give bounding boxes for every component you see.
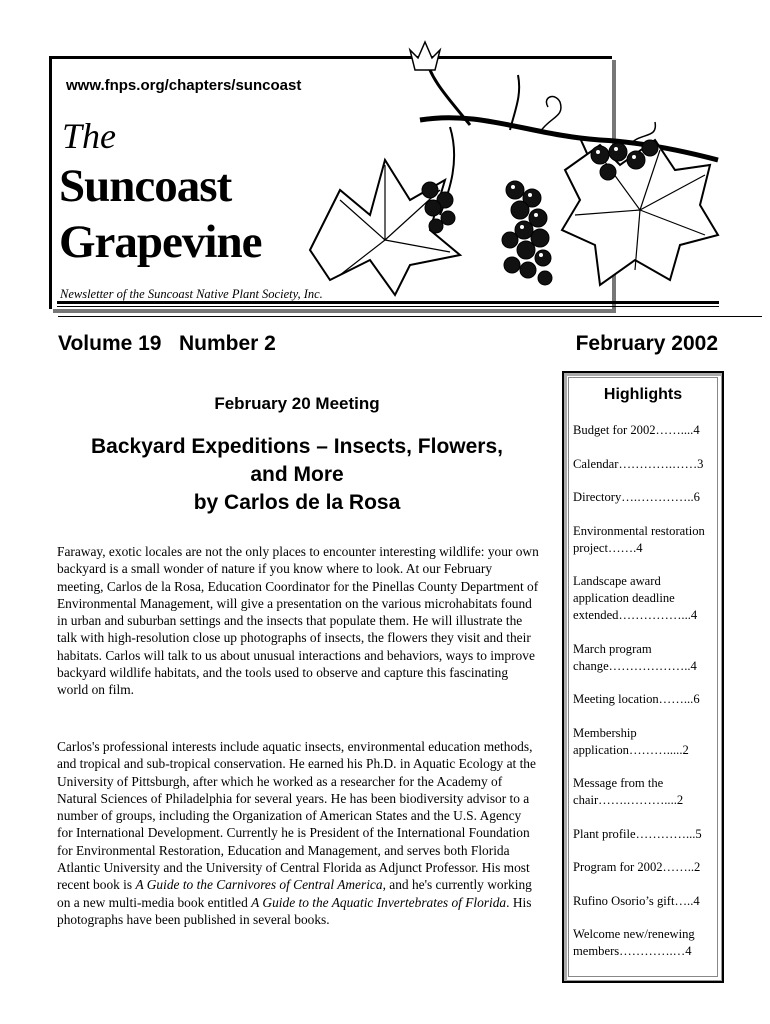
para2-text-b: , and he's currently working on a new multi-media book entitled bbox=[57, 877, 532, 910]
highlight-item[interactable]: Environmental restoration project…….4 bbox=[573, 523, 705, 555]
highlight-item[interactable]: Welcome new/renewing members………….…4 bbox=[573, 927, 695, 958]
newsletter-tagline: Newsletter of the Suncoast Native Plant Society, Inc. bbox=[60, 287, 323, 301]
headline-line-1: Backyard Expeditions – Insects, Flowers, bbox=[91, 435, 503, 458]
highlight-item[interactable]: March program change………………..4 bbox=[573, 641, 697, 673]
grapevine-illustration bbox=[300, 40, 720, 300]
meeting-heading: February 20 Meeting bbox=[214, 394, 380, 413]
highlight-item[interactable]: Meeting location……...6 bbox=[573, 692, 700, 706]
masthead-rule bbox=[57, 301, 719, 304]
title-suncoast: Suncoast bbox=[59, 160, 232, 212]
highlight-item[interactable]: Directory….…………..6 bbox=[573, 490, 700, 504]
book-title-carnivores: A Guide to the Carnivores of Central America bbox=[135, 877, 383, 893]
highlight-item[interactable]: Calendar………….……3 bbox=[573, 456, 704, 471]
highlight-item[interactable]: Program for 2002……..2 bbox=[573, 860, 701, 874]
highlights-title: Highlights bbox=[603, 386, 683, 403]
title-the: The bbox=[62, 116, 116, 156]
article-paragraph-2 bbox=[57, 738, 539, 928]
highlights-list bbox=[573, 422, 717, 977]
highlight-item[interactable]: Message from the chair…….………....2 bbox=[573, 776, 684, 807]
highlight-item[interactable]: Landscape award application deadline extended……………...4 bbox=[573, 574, 698, 622]
title-grapevine: Grapevine bbox=[59, 216, 262, 268]
volume-number: Volume 19 Number 2 bbox=[58, 332, 276, 355]
para2-text-c: . His photographs have been published in several books. bbox=[57, 894, 532, 927]
para2-text-a: Carlos's professional interests include aquatic insects, environmental education methods, and tropical and sub-tropical conservation. He earned his Ph.D. in Aquatic Ecology at the University of Pittsburgh, after which he worked as a researcher for the Academy of Natural Sciences of Philadelphia for several years. He has been biodiversity advisor to a number of groups, including the Organization of American States and the U.S. Agency for International Development. Currently he is President of the International Foundation for Environmental Restoration, Education and Management, and serves both Florida Atlantic University and the University of Central Florida as Adjunct Professor. His most recent book is bbox=[57, 739, 536, 893]
highlight-item[interactable]: Rufino Osorio’s gift…..4 bbox=[573, 893, 700, 908]
highlight-item[interactable]: Plant profile…………...5 bbox=[573, 826, 702, 841]
headline-byline: by Carlos de la Rosa bbox=[193, 491, 401, 514]
article-headline bbox=[58, 433, 536, 517]
highlight-item[interactable]: Membership application……….....2 bbox=[573, 725, 689, 757]
issue-date: February 2002 bbox=[575, 332, 718, 355]
book-title-invertebrates: A Guide to the Aquatic Invertebrates of Florida bbox=[251, 894, 507, 910]
chapter-url[interactable]: www.fnps.org/chapters/suncoast bbox=[66, 77, 302, 94]
article-paragraph-1: Faraway, exotic locales are not the only places to encounter interesting wildlife: your own backyard is a small wonder of nature if you know where to look. At our February meeting, Carlos de la Rosa, Education Coordinator for the Pinellas County Department of Environmental Management, will give a presentation on the various microhabitats found in urban and suburban settings and the insects that populate them. He will illustrate the talk with high-resolution close up photographs of insects, the flowers they visit and their habitats. Carlos will talk to us about unusual interactions and behaviors, ways to improve backyard wildlife habitats, and the tools used to observe and capture this fascinating world on film. bbox=[57, 544, 539, 698]
headline-line-2: and More bbox=[250, 463, 344, 486]
masthead-rule-thin bbox=[57, 306, 719, 307]
highlight-item[interactable]: Budget for 2002……....4 bbox=[573, 423, 700, 437]
highlights-box bbox=[562, 371, 724, 983]
